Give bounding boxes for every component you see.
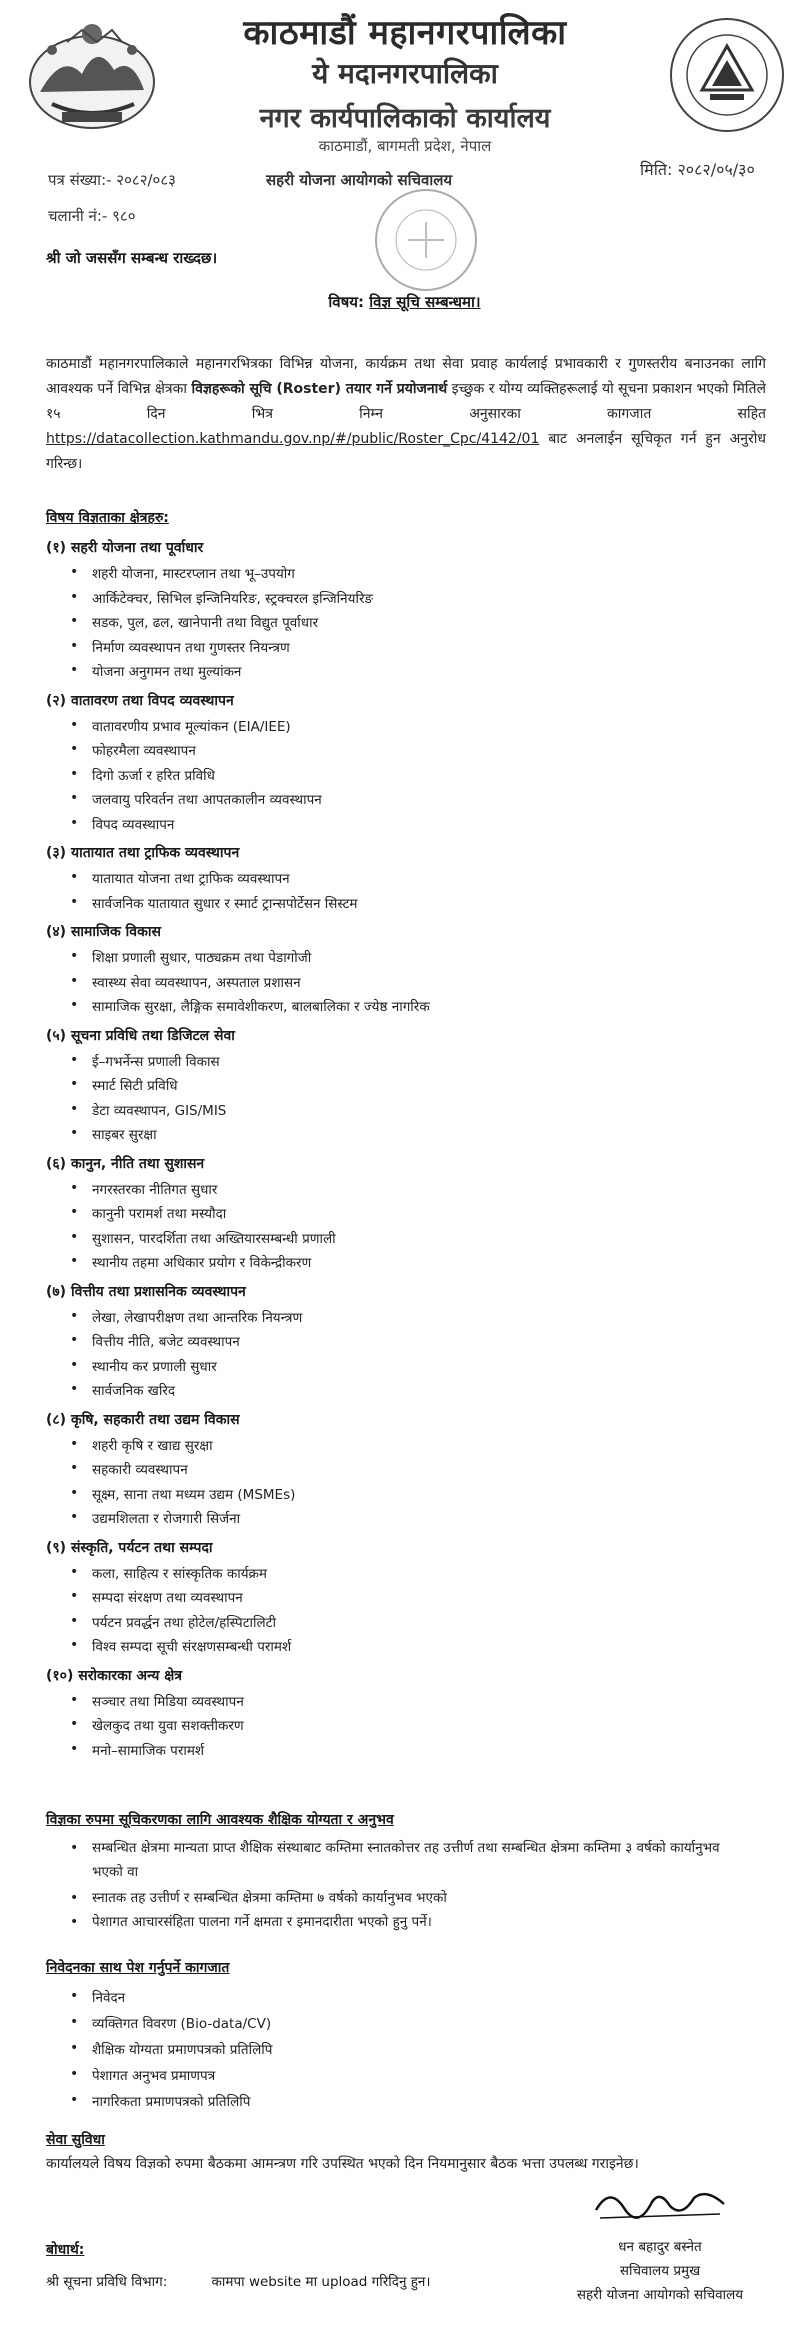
area-category-title: (२) वातावरण तथा विपद व्यवस्थापन: [46, 692, 234, 709]
area-category-title: (७) वित्तीय तथा प्रशासनिक व्यवस्थापन: [46, 1283, 246, 1300]
qualification-item: • सम्बन्धित क्षेत्रमा मान्यता प्राप्त शैक्षिक संस्थाबाट कम्तिमा स्नातकोत्तर तह उत्तीर्ण तथा सम्बन्धित क्षेत्रमा कम्तिमा ३ वर्षको कार्यानुभव भएको वा: [92, 1836, 752, 1884]
cc-recipient: श्री सूचना प्रविधि विभाग:: [46, 2274, 168, 2290]
intro-paragraph: [46, 352, 766, 477]
area-item: • खेलकुद तथा युवा सशक्तीकरण: [92, 1716, 244, 1734]
area-item: • सहकारी व्यवस्थापन: [92, 1460, 188, 1478]
area-item: • शहरी योजना, मास्टरप्लान तथा भू–उपयोग: [92, 564, 295, 582]
office-address: काठमाडौं, बागमती प्रदेश, नेपाल: [318, 137, 492, 155]
area-item: • नगरस्तरका नीतिगत सुधार: [92, 1180, 217, 1198]
area-item: • सञ्चार तथा मिडिया व्यवस्थापन: [92, 1692, 244, 1710]
signatory-block: [560, 2235, 760, 2307]
subject-label: विषय:: [328, 293, 364, 311]
intro-text-bold: विज्ञहरूको सूचि (Roster) तयार गर्ने प्रयोजनार्थ: [191, 381, 448, 397]
area-item: • यातायात योजना तथा ट्राफिक व्यवस्थापन: [92, 869, 290, 887]
kmc-seal-icon: [666, 14, 788, 136]
dispatch-number: चलानी नं:- ९८०: [48, 207, 136, 225]
org-newari-title: ये मदानगरपालिका: [312, 57, 498, 90]
signatory-name: धन बहादुर बस्नेत: [618, 2239, 702, 2255]
area-category-title: (१) सहरी योजना तथा पूर्वाधार: [46, 540, 204, 556]
facility-title: सेवा सुविधा: [46, 2132, 105, 2148]
document-item: • नागरिकता प्रमाणपत्रको प्रतिलिपि: [92, 2092, 250, 2110]
area-item: • फोहरमैला व्यवस्थापन: [92, 741, 196, 759]
area-category-title: (८) कृषि, सहकारी तथा उद्यम विकास: [46, 1411, 240, 1428]
roster-link[interactable]: https://datacollection.kathmandu.gov.np/#/public/Roster_Cpc/4142/01: [46, 431, 540, 447]
area-item: • स्थानीय तहमा अधिकार प्रयोग र विकेन्द्रीकरण: [92, 1253, 311, 1271]
document-item: • पेशागत अनुभव प्रमाणपत्र: [92, 2066, 215, 2084]
area-item: • सुशासन, पारदर्शिता तथा अख्तियारसम्बन्धी प्रणाली: [92, 1229, 336, 1247]
area-item: • ई–गभर्नेन्स प्रणाली विकास: [92, 1052, 220, 1070]
intro-text-2: इच्छुक र योग्य व्यक्तिहरूलाई यो सूचना प्रकाशन भएको मितिले १५ दिन भित्र निम्न अनुसारका कागजात सहित: [46, 381, 767, 422]
facility-text: कार्यालयले विषय विज्ञको रुपमा बैठकमा आमन्त्रण गरि उपस्थित भएको दिन नियमानुसार बैठक भत्ता उपलब्ध गराइनेछ।: [46, 2156, 639, 2172]
reference-number: पत्र संख्या:- २०८२/०८३: [48, 171, 176, 189]
area-item: • सडक, पुल, ढल, खानेपानी तथा विद्युत पूर्वाधार: [92, 613, 318, 631]
area-item: • पर्यटन प्रवर्द्धन तथा होटेल/हस्पिटालिटी: [92, 1613, 276, 1631]
salutation: श्री जो जससँग सम्बन्ध राख्दछ।: [46, 249, 218, 267]
subject-line: [0, 292, 809, 312]
area-item: • सम्पदा संरक्षण तथा व्यवस्थापन: [92, 1588, 243, 1606]
area-item: • स्थानीय कर प्रणाली सुधार: [92, 1357, 217, 1375]
area-item: • सामाजिक सुरक्षा, लैङ्गिक समावेशीकरण, बालबालिका र ज्येष्ठ नागरिक: [92, 997, 430, 1015]
area-item: • विपद व्यवस्थापन: [92, 815, 174, 833]
documents-title: निवेदनका साथ पेश गर्नुपर्ने कागजात: [46, 1960, 230, 1976]
office-title: नगर कार्यपालिकाको कार्यालय: [259, 103, 551, 134]
signatory-office: सहरी योजना आयोगको सचिवालय: [576, 2287, 744, 2303]
cc-title: बोधार्थ:: [46, 2242, 85, 2258]
area-item: • सूक्ष्म, साना तथा मध्यम उद्यम (MSMEs): [92, 1485, 295, 1503]
document-item: • शैक्षिक योग्यता प्रमाणपत्रको प्रतिलिपि: [92, 2040, 272, 2058]
area-category-title: (१०) सरोकारका अन्य क्षेत्र: [46, 1667, 182, 1684]
area-category-title: (९) संस्कृति, पर्यटन तथा सम्पदा: [46, 1539, 213, 1556]
area-category-title: (६) कानुन, नीति तथा सुशासन: [46, 1155, 205, 1172]
areas-title: विषय विज्ञताका क्षेत्रहरु:: [46, 510, 169, 526]
area-item: • लेखा, लेखापरीक्षण तथा आन्तरिक नियन्त्रण: [92, 1308, 302, 1326]
area-item: • निर्माण व्यवस्थापन तथा गुणस्तर नियन्त्रण: [92, 638, 290, 656]
area-item: • सार्वजनिक यातायात सुधार र स्मार्ट ट्रान्सपोर्टेसन सिस्टम: [92, 894, 358, 912]
area-item: • योजना अनुगमन तथा मुल्यांकन: [92, 662, 241, 680]
area-item: • शहरी कृषि र खाद्य सुरक्षा: [92, 1436, 213, 1454]
area-item: • स्वास्थ्य सेवा व्यवस्थापन, अस्पताल प्रशासन: [92, 973, 301, 991]
area-item: • उद्यमशिलता र रोजगारी सिर्जना: [92, 1509, 240, 1527]
area-item: • कानुनी परामर्श तथा मस्यौदा: [92, 1204, 226, 1222]
letter-date: मिति: २०८२/०५/३०: [640, 160, 755, 179]
cc-line: [46, 2272, 431, 2290]
office-stamp-icon: [368, 182, 484, 298]
area-item: • आर्किटेक्चर, सिभिल इन्जिनियरिङ, स्ट्रक्चरल इन्जिनियरिङ: [92, 589, 373, 607]
nepal-emblem-icon: [22, 12, 162, 132]
qualification-item: • पेशागत आचारसंहिता पालना गर्ने क्षमता र इमानदारीता भएको हुनु पर्ने।: [92, 1910, 752, 1934]
area-item: • जलवायु परिवर्तन तथा आपतकालीन व्यवस्थापन: [92, 790, 322, 808]
area-item: • वातावरणीय प्रभाव मूल्यांकन (EIA/IEE): [92, 717, 291, 735]
area-item: • डेटा व्यवस्थापन, GIS/MIS: [92, 1101, 226, 1119]
area-item: • साइबर सुरक्षा: [92, 1125, 157, 1143]
area-category-title: (५) सूचना प्रविधि तथा डिजिटल सेवा: [46, 1027, 235, 1044]
intro-text-1: काठमाडौं महानगरपालिकाले महानगरभित्रका विभिन्न योजना, कार्यक्रम तथा सेवा प्रवाह कार्यलाई प्रभावकारी र गुणस्तरीय बनाउनका लागि आवश्यक पर्ने विभिन्न क्षेत्रका: [46, 356, 766, 397]
area-category-title: (३) यातायात तथा ट्राफिक व्यवस्थापन: [46, 845, 240, 861]
subject-text: विज्ञ सूचि सम्बन्धमा।: [369, 293, 481, 311]
area-item: • सार्वजनिक खरिद: [92, 1381, 175, 1399]
cc-action: कामपा website मा upload गरिदिनु हुन।: [211, 2274, 431, 2290]
letterhead: [0, 0, 809, 170]
department-name: सहरी योजना आयोगको सचिवालय: [266, 171, 453, 189]
area-item: • शिक्षा प्रणाली सुधार, पाठ्यक्रम तथा पेडागोजी: [92, 948, 311, 966]
area-category-title: (४) सामाजिक विकास: [46, 924, 161, 940]
document-item: • निवेदन: [92, 1988, 125, 2006]
qualification-title: विज्ञका रुपमा सूचिकरणका लागि आवश्यक शैक्षिक योग्यता र अनुभव: [46, 1812, 394, 1828]
area-item: • स्मार्ट सिटी प्रविधि: [92, 1076, 178, 1094]
area-item: • दिगो ऊर्जा र हरित प्रविधि: [92, 766, 215, 784]
area-item: • मनो–सामाजिक परामर्श: [92, 1741, 204, 1759]
signature-icon: [590, 2180, 730, 2228]
area-item: • वित्तीय नीति, बजेट व्यवस्थापन: [92, 1332, 240, 1350]
document-item: • व्यक्तिगत विवरण (Bio-data/CV): [92, 2014, 271, 2032]
area-item: • कला, साहित्य र सांस्कृतिक कार्यक्रम: [92, 1564, 267, 1582]
qualification-item: • स्नातक तह उत्तीर्ण र सम्बन्धित क्षेत्रमा कम्तिमा ७ वर्षको कार्यानुभव भएको: [92, 1886, 752, 1910]
area-item: • विश्व सम्पदा सूची संरक्षणसम्बन्धी परामर्श: [92, 1637, 291, 1655]
intro-text-3: बाट अनलाईन सूचिकृत गर्न हुन अनुरोध गरिन्छ।: [46, 431, 767, 472]
signatory-position: सचिवालय प्रमुख: [619, 2263, 701, 2279]
org-title: काठमाडौं महानगरपालिका: [243, 13, 567, 53]
